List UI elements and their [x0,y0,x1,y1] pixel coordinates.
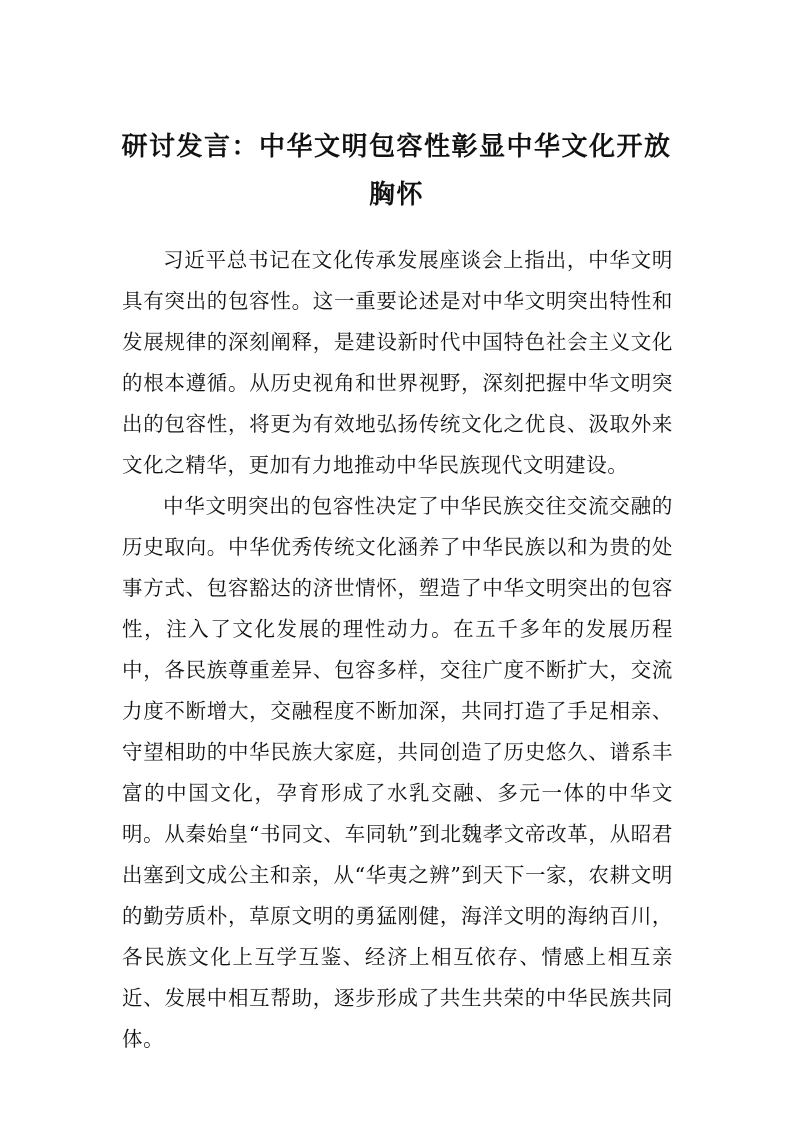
document-title: 研讨发言：中华文明包容性彰显中华文化开放胸怀 [121,132,672,210]
paragraph-1: 习近平总书记在文化传承发展座谈会上指出，中华文明具有突出的包容性。这一重要论述是对中华文明突出特性和发展规律的深刻阐释，是建设新时代中国特色社会主义文化的根本遵循。从历史视角和世界视野，深刻把握中华文明突出的包容性，将更为有效地弘扬传统文化之优良、汲取外来文化之精华，更加有力地推动中华民族现代文明建设。 [122,248,673,477]
paragraph-2: 中华文明突出的包容性决定了中华民族交往交流交融的历史取向。中华优秀传统文化涵养了中华民族以和为贵的处事方式、包容豁达的济世情怀，塑造了中华文明突出的包容性，注入了文化发展的理性动力。在五千多年的发展历程中，各民族尊重差异、包容多样，交往广度不断扩大，交流力度不断增大，交融程度不断加深，共同打造了手足相亲、守望相助的中华民族大家庭，共同创造了历史悠久、谱系丰富的中国文化，孕育形成了水乳交融、多元一体的中华文明。从秦始皇“书同文、车同轨”到北魏孝文帝改革，从昭君出塞到文成公主和亲，从“华夷之辨”到天下一家，农耕文明的勤劳质朴，草原文明的勇猛刚健，海洋文明的海纳百川，各民族文化上互学互鉴、经济上相互依存、情感上相互亲近、发展中相互帮助，逐步形成了共生共荣的中华民族共同体。 [122,494,673,1051]
document-body [122,240,673,1060]
